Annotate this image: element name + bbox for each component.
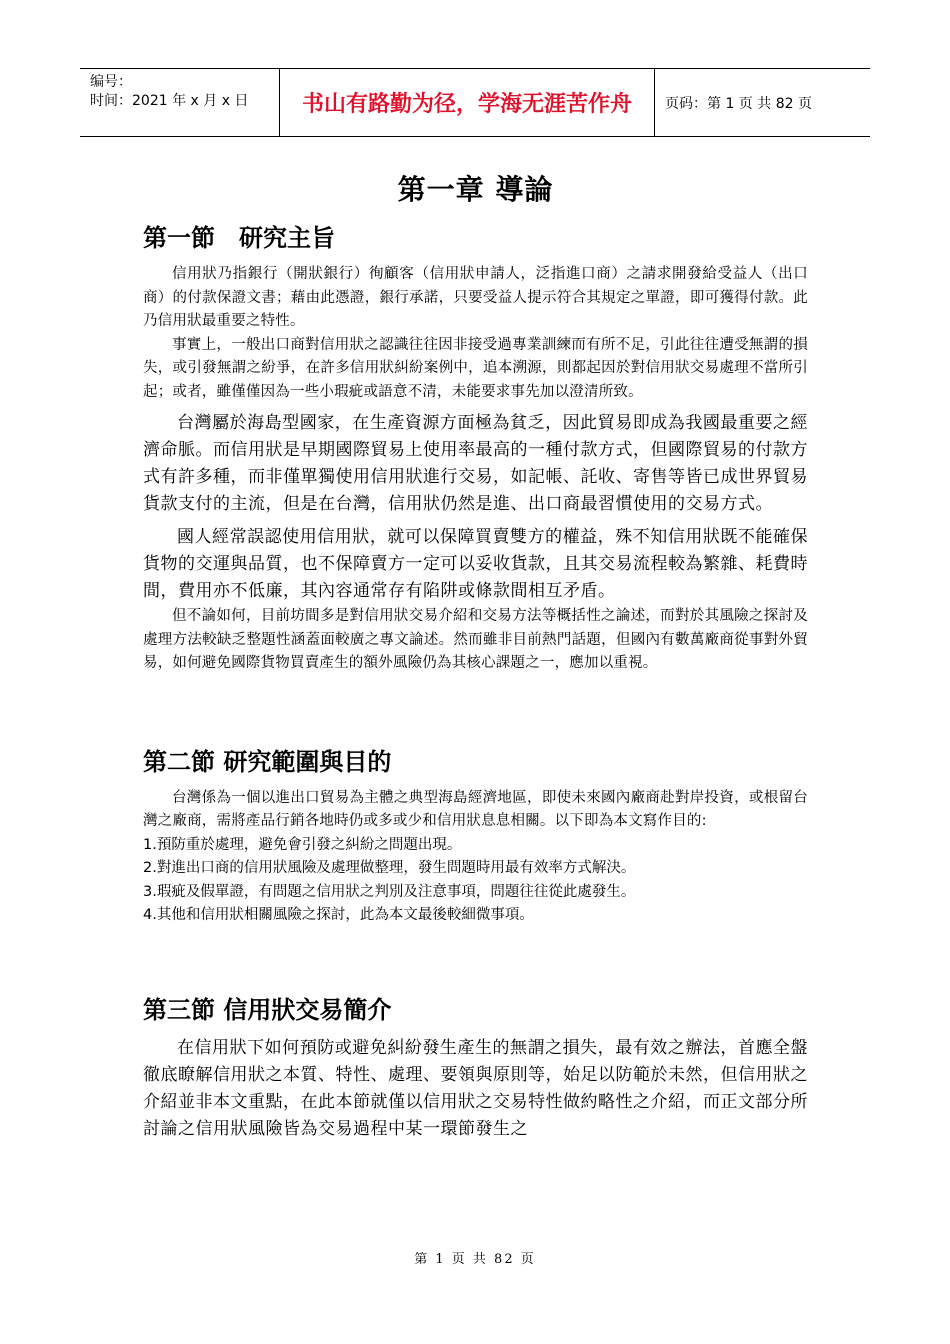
header-motto: 书山有路勤为径，学海无涯苦作舟	[280, 69, 655, 136]
paragraph: 台灣係為一個以進出口貿易為主體之典型海島經濟地區，即使未來國內廠商赴對岸投資，或根留台灣之廠商，需將產品行銷各地時仍或多或少和信用狀息息相關。以下即為本文寫作目的:	[143, 789, 808, 829]
doc-number-label: 编号：	[90, 74, 132, 90]
section-title-3: 第三節 信用狀交易簡介	[143, 995, 392, 1024]
header-meta	[80, 69, 280, 136]
page-footer: 第 1 页 共 82 页	[414, 1252, 536, 1267]
header-page-info: 页码：第 1 页 共 82 页	[665, 95, 812, 112]
list-item: 1.預防重於處理，避免會引發之糾紛之問題出現。	[143, 836, 462, 853]
list-item: 2.對進出口商的信用狀風險及處理做整理，發生問題時用最有效率方式解決。	[143, 860, 636, 876]
page-header	[80, 68, 870, 137]
document-body	[143, 160, 808, 1143]
section-title-1: 第一節 研究主旨	[143, 224, 335, 252]
paragraph: 事實上，一般出口商對信用狀之認識往往因非接受過專業訓練而有所不足，引此往往遭受無謂的損失，或引發無謂之紛爭，在許多信用狀糾紛案例中，追本溯源，則都起因於對信用狀交易處理不當所引起；或者，雖僅僅因為一些小瑕疵或語意不清，未能要求事先加以澄清所致。	[143, 336, 808, 400]
doc-time-label: 时间：2021 年 x 月 x 日	[90, 93, 249, 109]
chapter-title: 第一章 導論	[397, 173, 554, 206]
section-title-2: 第二節 研究範圍與目的	[143, 747, 392, 776]
paragraph-large: 國人經常誤認使用信用狀，就可以保障買賣雙方的權益，殊不知信用狀既不能確保貨物的交運與品質，也不保障賣方一定可以妥收貨款，且其交易流程較為繁雜、耗費時間，費用亦不低廉，其內容通常存有陷阱或條款間相互矛盾。	[143, 527, 808, 601]
paragraph-large: 在信用狀下如何預防或避免糾紛發生產生的無謂之損失，最有效之辦法，首應全盤徹底瞭解信用狀之本質、特性、處理、要領與原則等，始足以防範於未然，但信用狀之介紹並非本文重點，在此本節就僅以信用狀之交易特性做約略性之介紹，而正文部分所討論之信用狀風險皆為交易過程中某一環節發生之	[143, 1037, 808, 1139]
paragraph: 信用狀乃指銀行（開狀銀行）徇顧客（信用狀申請人，泛指進口商）之請求開發給受益人（出口商）的付款保證文書；藉由此憑證，銀行承諾，只要受益人提示符合其規定之單證，即可獲得付款。此乃信用狀最重要之特性。	[143, 266, 808, 329]
paragraph: 但不論如何，目前坊間多是對信用狀交易介紹和交易方法等概括性之論述，而對於其風險之探討及處理方法較缺乏整題性涵蓋面較廣之專文論述。然而雖非目前熱門話題，但國內有數萬廠商從事對外貿易，如何避免國際貨物買賣產生的額外風險仍為其核心課題之一，應加以重視。	[143, 608, 808, 671]
list-item: 3.瑕疵及假單證，有問題之信用狀之判別及注意事項，問題往往從此處發生。	[143, 883, 636, 900]
list-item: 4.其他和信用狀相關風險之探討，此為本文最後較細微事項。	[143, 907, 534, 923]
paragraph-large: 台灣屬於海島型國家，在生產資源方面極為貧乏，因此貿易即成為我國最重要之經濟命脈。而信用狀是早期國際貿易上使用率最高的一種付款方式，但國際貿易的付款方式有許多種，而非僅單獨使用信用狀進行交易，如記帳、託收、寄售等皆已成世界貿易貨款支付的主流，但是在台灣，信用狀仍然是進、出口商最習慣使用的交易方式。	[143, 413, 808, 514]
